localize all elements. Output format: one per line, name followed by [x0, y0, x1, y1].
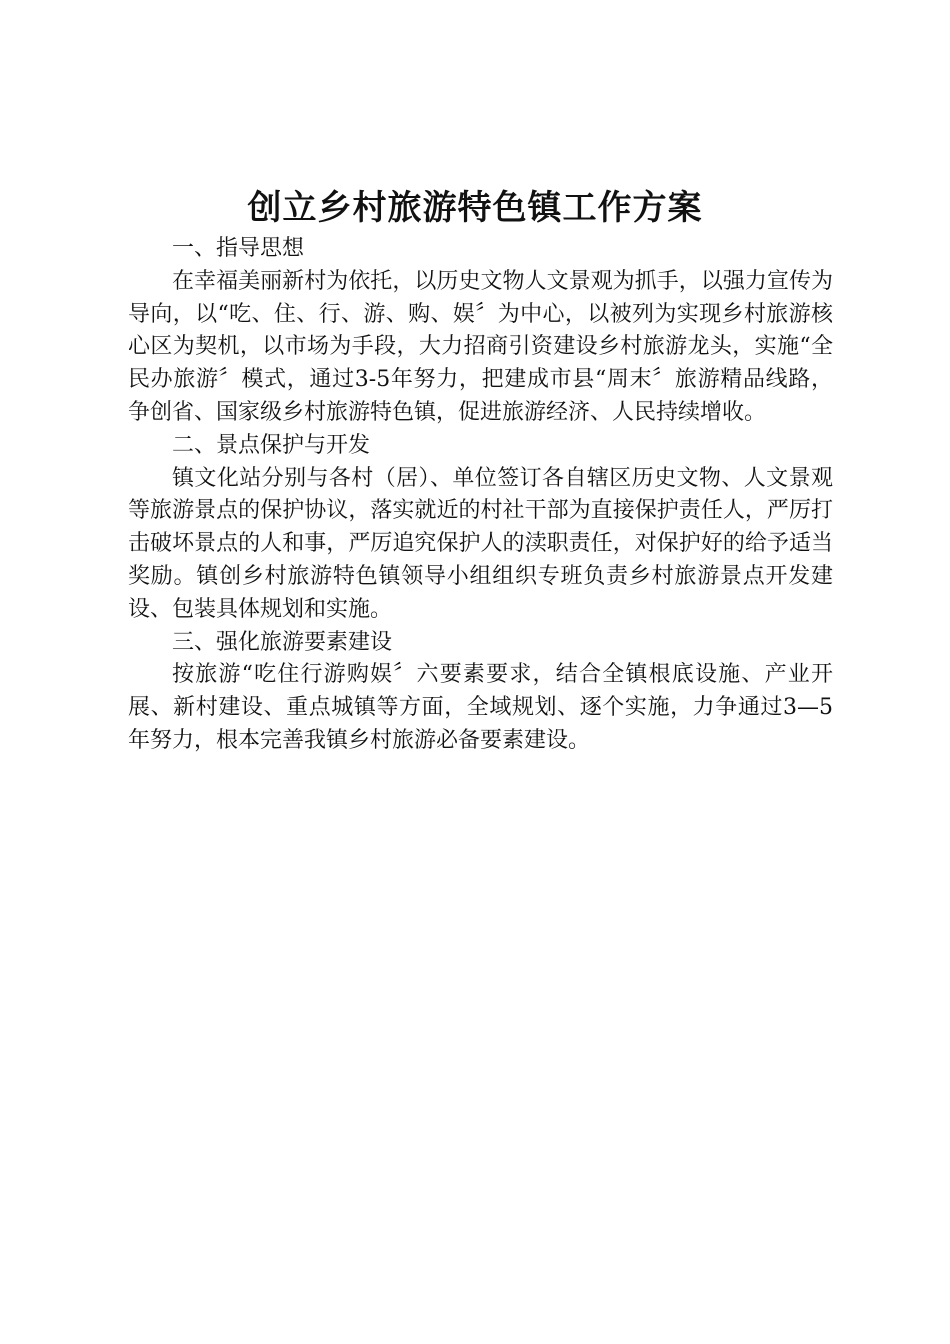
- document-body: [128, 233, 833, 758]
- section-paragraph-tourism-elements: 按旅游“吃住行游购娱〞六要素要求，结合全镇根底设施、产业开展、新村建设、重点城镇等方面，全域规划、逐个实施，力争通过3—5年努力，根本完善我镇乡村旅游必备要素建设。: [128, 662, 833, 753]
- section-heading-guiding-ideology: 一、指导思想: [172, 236, 305, 261]
- section-heading-tourism-elements: 三、强化旅游要素建设: [172, 629, 393, 655]
- document-title: 创立乡村旅游特色镇工作方案: [247, 188, 703, 228]
- section-paragraph-scenic-protection: 镇文化站分别与各村（居）、单位签订各自辖区历史文物、人文景观等旅游景点的保护协议，落实就近的村社干部为直接保护责任人，严厉打击破坏景点的人和事，严厉追究保护人的渎职责任，对保护好的给予适当奖励。镇创乡村旅游特色镇领导小组组织专班负责乡村旅游景点开发建设、包装具体规划和实施。: [128, 465, 833, 622]
- section-paragraph-guiding-ideology: 在幸福美丽新村为依托，以历史文物人文景观为抓手，以强力宣传为导向，以“吃、住、行、游、购、娱〞为中心，以被列为实现乡村旅游核心区为契机，以市场为手段，大力招商引资建设乡村旅游龙头，实施“全民办旅游〞模式，通过3-5年努力，把建成市县“周末〞旅游精品线路，争创省、国家级乡村旅游特色镇，促进旅游经济、人民持续增收。: [128, 268, 833, 425]
- section-heading-scenic-protection: 二、景点保护与开发: [172, 432, 371, 458]
